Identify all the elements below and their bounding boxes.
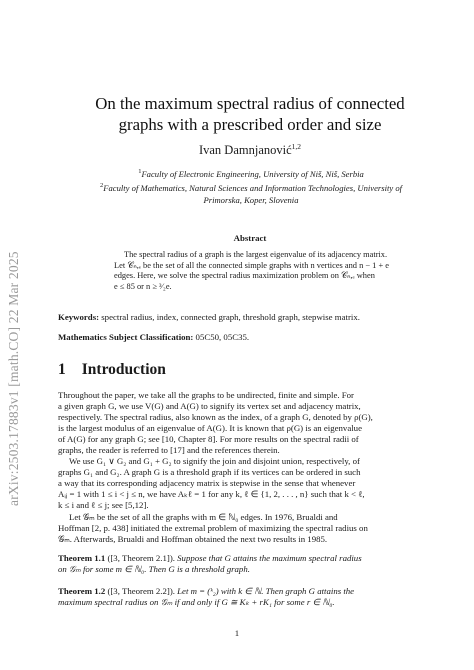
- msc-classification: [58, 332, 434, 342]
- section-title: Introduction: [81, 361, 166, 378]
- paragraph-line: respectively. The spectral radius, also known as the index, of a graph G, denoted by ρ(G),: [58, 411, 373, 422]
- theorem-label: Theorem 1.2: [58, 586, 106, 596]
- paragraph-line: graphs G₁ and G₂. A graph G is a threshold graph if its vertices can be ordered in such: [58, 466, 361, 477]
- abstract-line: The spectral radius of a graph is the largest eigenvalue of its adjacency matrix.: [124, 250, 388, 259]
- paragraph-2: [58, 456, 436, 511]
- paragraph-line: of A(G) for any graph G; see [10, Chapter 8]. For more results on the spectral radii of: [58, 433, 359, 444]
- theorem-statement: Let m = (ᵏ₂) with k ∈ ℕ. Then graph G attains the: [174, 586, 355, 596]
- paragraph-line: Hoffman [2, p. 438] initiated the extremal problem of maximizing the spectral radius on: [58, 522, 368, 533]
- theorem-1-1: [58, 553, 436, 575]
- theorem-cite: ([3, Theorem 2.2]).: [105, 586, 175, 596]
- keywords-label: Keywords:: [58, 312, 100, 322]
- section-number: 1: [58, 361, 66, 378]
- keywords: [58, 312, 434, 322]
- paragraph-line: is the largest modulus of an eigenvalue of A(G). It is known that ρ(G) is an eigenvalue: [58, 422, 362, 433]
- msc-text: 05C50, 05C35.: [193, 332, 250, 342]
- affil-sup: 1: [138, 168, 142, 175]
- affiliations: [78, 166, 424, 206]
- paragraph-line: a given graph G, we use V(G) and A(G) to signify its vertex set and adjacency matrix,: [58, 400, 361, 411]
- keywords-text: spectral radius, index, connected graph, threshold graph, stepwise matrix.: [99, 312, 360, 322]
- abstract-line: Let 𝒞ₙ,ₑ be the set of all the connected simple graphs with n vertices and n − 1 + e: [114, 260, 389, 270]
- affiliation-1: [78, 166, 424, 180]
- paragraph-line: Throughout the paper, we take all the graphs to be undirected, finite and simple. For: [58, 390, 354, 400]
- page-number: 1: [234, 628, 240, 638]
- theorem-statement: Suppose that G attains the maximum spectral radius: [174, 553, 362, 563]
- affil-line: Faculty of Electronic Engineering, University of Niš, Niš, Serbia: [141, 168, 364, 179]
- title-line: graphs with a prescribed order and size: [118, 115, 382, 134]
- author-name: Ivan Damnjanović: [198, 143, 292, 158]
- paragraph-1: [58, 390, 436, 455]
- arxiv-identifier: arXiv:2503.17883v1 [math.CO] 22 Mar 2025: [6, 251, 21, 506]
- paragraph-line: Aᵢⱼ = 1 with 1 ≤ i < j ≤ n, we have Aₖℓ = 1 for any k, ℓ ∈ {1, 2, . . . , n} such that k < ℓ,: [58, 488, 365, 499]
- paragraph-line: Let 𝒢ₘ be the set of all the graphs with m ∈ ℕ₀ edges. In 1976, Brualdi and: [69, 512, 338, 522]
- theorem-cite: ([3, Theorem 2.1]).: [105, 553, 175, 563]
- author-affil-sup: 1,2: [291, 142, 302, 151]
- abstract-text: [114, 250, 392, 292]
- affiliation-2: [78, 180, 424, 206]
- abstract-heading: Abstract: [233, 233, 267, 243]
- abstract-line: edges. Here, we solve the spectral radius maximization problem on 𝒞ₙ,ₑ when: [114, 271, 375, 281]
- theorem-statement: maximum spectral radius on 𝒢ₘ if and only if G ≅ Kₖ + rK₁ for some r ∈ ℕ₀.: [58, 596, 335, 607]
- msc-label: Mathematics Subject Classification:: [58, 332, 194, 342]
- title-line: On the maximum spectral radius of connected: [95, 94, 405, 113]
- theorem-statement: on 𝒢ₘ for some m ∈ ℕ₀. Then G is a threshold graph.: [58, 563, 250, 574]
- affil-line: Faculty of Mathematics, Natural Sciences and Information Technologies, University of: [103, 183, 402, 194]
- paragraph-line: k ≤ i and ℓ ≤ j; see [5,12].: [58, 499, 149, 510]
- paragraph-line: We use G₁ ∨ G₂ and G₁ + G₂ to signify the join and disjoint union, respectively, of: [69, 456, 360, 466]
- paper-title: [66, 93, 434, 135]
- affil-sup: 2: [100, 182, 104, 190]
- section-heading: [58, 361, 166, 379]
- paragraph-line: 𝒢ₘ. Afterwards, Brualdi and Hoffman obtained the next two results in 1985.: [58, 533, 328, 544]
- paragraph-3: [58, 512, 436, 545]
- affil-line: Primorska, Koper, Slovenia: [203, 194, 299, 205]
- paragraph-line: a way that its corresponding adjacency matrix is stepwise in the sense that whenever: [58, 477, 356, 488]
- theorem-1-2: [58, 586, 436, 608]
- author: [66, 142, 434, 158]
- paragraph-line: graphs, the reader is referred to [17] and the references therein.: [58, 444, 280, 455]
- theorem-label: Theorem 1.1: [58, 553, 106, 563]
- abstract-line: e ≤ 85 or n ≥ ³⁄₂e.: [114, 281, 172, 291]
